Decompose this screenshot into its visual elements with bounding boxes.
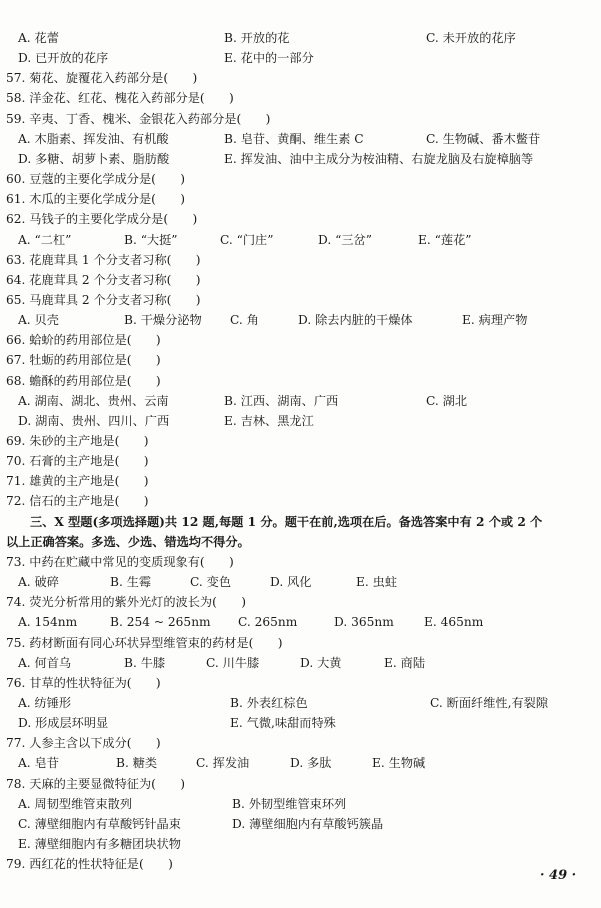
text-segment: A. 破碎 [18, 575, 59, 590]
text-segment: D. 大黄 [300, 655, 342, 670]
text-segment: 66. 蛤蚧的药用部位是( ) [6, 333, 161, 348]
page-number: · 49 · [540, 868, 577, 883]
text-segment: 61. 木瓜的主要化学成分是( ) [6, 192, 186, 207]
text-line [0, 88, 601, 108]
text-line [0, 653, 601, 673]
text-segment: D. 365nm [334, 615, 394, 630]
text-segment: 74. 荧光分析常用的紫外光灯的波长为( ) [6, 595, 246, 610]
text-segment: C. 断面纤维性,有裂隙 [430, 695, 549, 710]
text-line [0, 310, 601, 330]
text-line [0, 290, 601, 310]
text-segment: A. 154nm [18, 615, 78, 630]
text-segment: B. 开放的花 [224, 31, 290, 45]
text-line [0, 814, 601, 834]
text-segment: 以上正确答案。多选、少选、错选均不得分。 [6, 534, 250, 549]
text-line [0, 834, 601, 854]
text-segment: D. 多糖、胡萝卜素、脂肪酸 [18, 151, 170, 166]
text-segment: E. 商陆 [384, 655, 426, 670]
text-line [0, 673, 601, 693]
text-segment: D. 风化 [270, 575, 312, 590]
text-segment: E. 花中的一部分 [224, 51, 314, 66]
text-segment: C. “门庄” [220, 232, 274, 247]
text-segment: 72. 信石的主产地是( ) [6, 494, 149, 509]
text-segment: C. 薄壁细胞内有草酸钙针晶束 [18, 816, 181, 831]
text-line [0, 431, 601, 451]
text-segment: A. 何首乌 [18, 655, 72, 670]
text-line [0, 270, 601, 290]
text-segment: 64. 花鹿茸具 2 个分支者习称( ) [6, 272, 201, 287]
text-line [0, 451, 601, 471]
text-segment: C. 生物碱、番木鳖苷 [426, 131, 541, 146]
text-segment: D. 多肽 [290, 756, 332, 771]
text-line [0, 471, 601, 491]
text-segment: B. 江西、湖南、广西 [224, 393, 339, 408]
text-segment: B. 外表红棕色 [230, 695, 308, 710]
text-segment: 69. 朱砂的主产地是( ) [6, 434, 149, 448]
text-line [0, 854, 601, 874]
text-line [0, 350, 601, 370]
text-line [0, 713, 601, 733]
text-segment: 79. 西红花的性状特征是( ) [6, 857, 173, 872]
text-segment: E. 生物碱 [372, 756, 426, 771]
text-segment: 77. 人参主含以下成分( ) [6, 736, 161, 751]
text-line [0, 48, 601, 68]
text-segment: 67. 牡蛎的药用部位是( ) [6, 353, 161, 368]
text-line [0, 129, 601, 149]
text-line [0, 693, 601, 713]
text-segment: D. 薄壁细胞内有草酸钙簇晶 [232, 816, 384, 831]
text-segment: 70. 石膏的主产地是( ) [6, 454, 149, 469]
text-segment: 60. 豆蔻的主要化学成分是( ) [6, 172, 186, 187]
text-segment: 76. 甘草的性状特征为( ) [6, 675, 161, 690]
text-line [0, 774, 601, 794]
text-segment: E. “莲花” [418, 232, 472, 247]
section-heading-line [0, 532, 601, 552]
text-line [0, 633, 601, 653]
text-line [0, 391, 601, 411]
text-line [0, 592, 601, 612]
text-segment: B. “大挺” [124, 232, 178, 247]
text-segment: E. 病理产物 [462, 313, 528, 328]
text-segment: B. 生霉 [110, 575, 152, 590]
text-segment: 71. 雄黄的主产地是( ) [6, 474, 149, 489]
text-line [0, 230, 601, 250]
text-segment: 57. 菊花、旋覆花入药部分是( ) [6, 71, 198, 86]
text-line [0, 552, 601, 572]
text-segment: E. 虫蛀 [356, 575, 398, 590]
text-line [0, 572, 601, 592]
text-line [0, 612, 601, 632]
text-segment: 59. 辛夷、丁香、槐米、金银花入药部分是( ) [6, 111, 271, 126]
text-line [0, 189, 601, 209]
text-segment: B. 干燥分泌物 [124, 313, 202, 328]
text-line [0, 28, 601, 48]
text-segment: C. 湖北 [426, 393, 468, 408]
text-segment: B. 糖类 [116, 756, 158, 771]
text-segment: D. 形成层环明显 [18, 716, 109, 731]
text-segment: B. 牛膝 [124, 655, 166, 670]
text-segment: D. 湖南、贵州、四川、广西 [18, 413, 170, 428]
text-line [0, 733, 601, 753]
text-line [0, 794, 601, 814]
text-segment: A. 周韧型维管束散列 [18, 796, 133, 811]
text-segment: A. 湖南、湖北、贵州、云南 [18, 393, 169, 408]
text-segment: C. 未开放的花序 [426, 31, 516, 45]
text-segment: B. 皂苷、黄酮、维生素 C [224, 131, 364, 146]
text-segment: B. 外韧型维管束环列 [232, 796, 347, 811]
text-line [0, 491, 601, 511]
text-line [0, 149, 601, 169]
text-segment: C. 川牛膝 [206, 655, 260, 670]
text-line [0, 371, 601, 391]
text-segment: A. 木脂素、挥发油、有机酸 [18, 131, 169, 146]
text-segment: A. 皂苷 [18, 756, 59, 771]
text-segment: 65. 马鹿茸具 2 个分支者习称( ) [6, 292, 201, 307]
text-segment: E. 吉林、黑龙江 [224, 413, 314, 428]
text-segment: A. 花蕾 [18, 31, 59, 45]
text-segment: 73. 中药在贮藏中常见的变质现象有( ) [6, 554, 234, 569]
text-segment: E. 气微,味甜而特殊 [230, 716, 336, 731]
text-segment: 63. 花鹿茸具 1 个分支者习称( ) [6, 252, 201, 267]
text-line [0, 330, 601, 350]
text-segment: A. 贝壳 [18, 313, 59, 328]
text-segment: C. 挥发油 [196, 756, 250, 771]
text-segment: 三、X 型题(多项选择题)共 12 题,每题 1 分。题干在前,选项在后。备选答案中有 2 个或 2 个 [30, 514, 543, 529]
text-segment: 58. 洋金花、红花、槐花入药部分是( ) [6, 91, 234, 106]
text-line [0, 209, 601, 229]
text-line [0, 169, 601, 189]
text-line [0, 68, 601, 88]
text-segment: B. 254 ~ 265nm [110, 615, 211, 630]
text-line [0, 250, 601, 270]
text-segment: 75. 药材断面有同心环状异型维管束的药材是( ) [6, 635, 283, 650]
section-heading-line [0, 512, 601, 532]
text-line [0, 753, 601, 773]
text-segment: A. 纺锤形 [18, 695, 72, 710]
text-segment: C. 变色 [190, 575, 232, 590]
text-segment: 68. 蟾酥的药用部位是( ) [6, 373, 161, 388]
text-segment: D. 除去内脏的干燥体 [298, 313, 413, 328]
text-line [0, 411, 601, 431]
text-segment: E. 挥发油、油中主成分为桉油精、右旋龙脑及右旋樟脑等 [224, 151, 534, 166]
text-segment: 78. 天麻的主要显微特征为( ) [6, 776, 186, 791]
text-segment: E. 465nm [424, 615, 484, 630]
text-line [0, 109, 601, 129]
text-segment: E. 薄壁细胞内有多糖团块状物 [18, 837, 181, 851]
text-segment: D. 已开放的花序 [18, 51, 109, 66]
text-segment: 62. 马钱子的主要化学成分是( ) [6, 212, 198, 227]
text-segment: D. “三岔” [318, 232, 372, 247]
text-segment: C. 角 [230, 313, 259, 328]
text-segment: C. 265nm [238, 615, 298, 630]
text-segment: A. “二杠” [18, 232, 72, 247]
